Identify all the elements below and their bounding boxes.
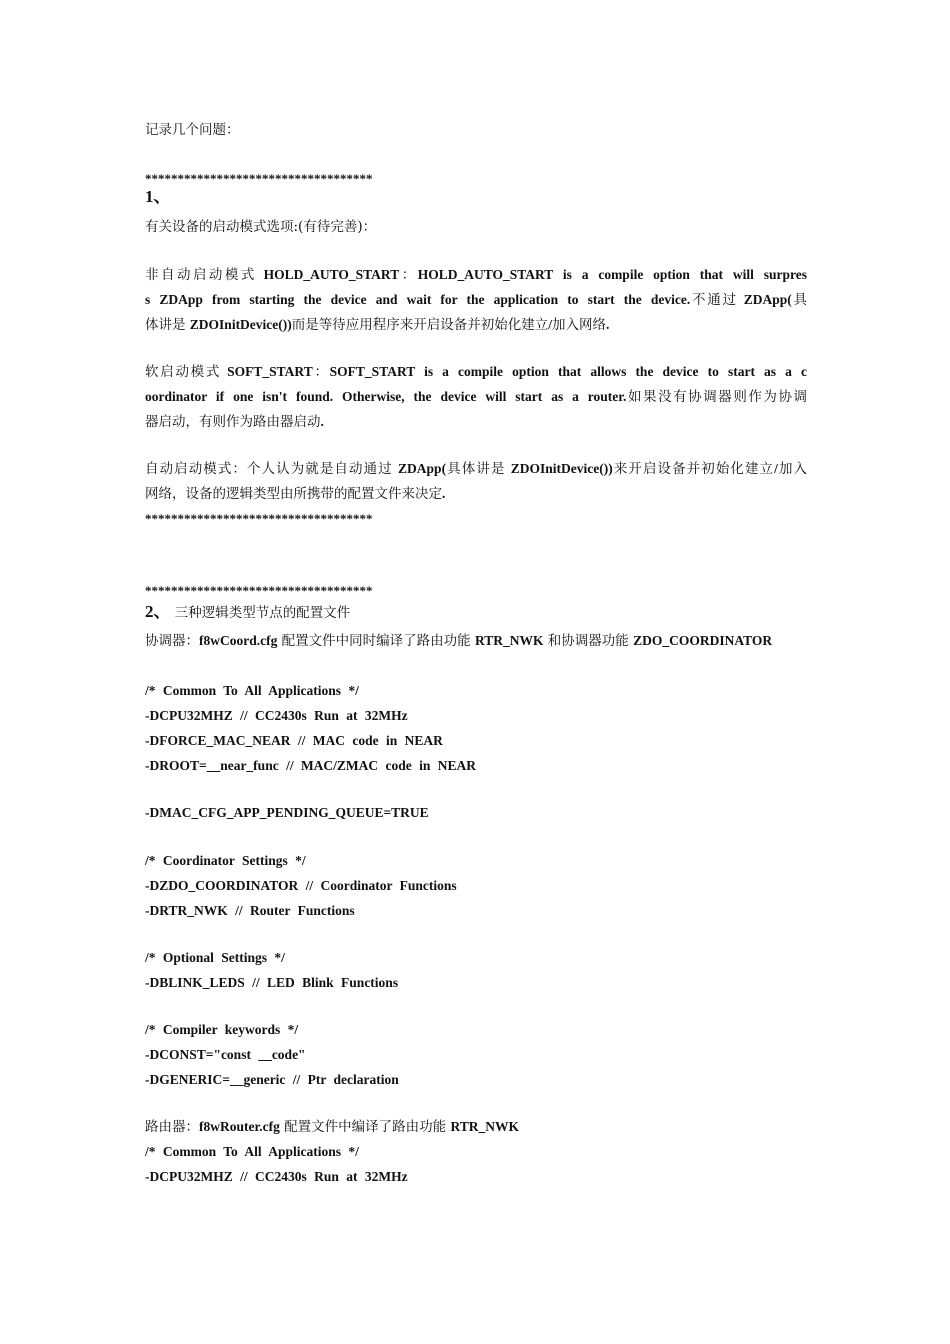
router-d: RTR_NWK — [450, 1119, 519, 1134]
soft-start-line-2 — [145, 388, 807, 406]
code-line: /* Common To All Applications */ — [145, 683, 359, 698]
hold-auto-start-line-2 — [145, 291, 807, 309]
code-line: /* Common To All Applications */ — [145, 1144, 359, 1159]
code-line: /* Optional Settings */ — [145, 950, 285, 965]
code-line: -DCPU32MHZ // CC2430s Run at 32MHz — [145, 1169, 408, 1184]
auto-l2-a: 网络，设备的逻辑类型由所携带的配置文件来决定 — [145, 486, 442, 502]
code-line: -DCPU32MHZ // CC2430s Run at 32MHz — [145, 708, 408, 723]
soft-start-line-3 — [145, 413, 324, 431]
router-a: 路由器： — [145, 1119, 199, 1135]
soft-l3-b: . — [320, 414, 324, 429]
hold-zdapp: ZDApp( — [743, 292, 792, 307]
router-config-line — [145, 1118, 519, 1136]
auto-l1-b: ZDApp( — [398, 461, 447, 476]
section-1-title: 有关设备的启动模式选项:(有待完善)： — [145, 219, 377, 235]
soft-name: SOFT_START — [227, 364, 313, 379]
code-line: -DBLINK_LEDS // LED Blink Functions — [145, 975, 399, 990]
hold-auto-start-line-1 — [145, 266, 807, 284]
separator-stars: *********************************** — [145, 171, 373, 186]
intro-text: 记录几个问题： — [145, 122, 240, 138]
coordinator-config-line — [145, 632, 772, 650]
soft-label: 软启动模式 — [145, 364, 228, 380]
auto-l1-f: / — [774, 461, 778, 476]
auto-start-line-2 — [145, 485, 445, 503]
code-line: -DRTR_NWK // Router Functions — [145, 903, 355, 918]
separator-stars: *********************************** — [145, 583, 373, 598]
code-line: /* Coordinator Settings */ — [145, 853, 306, 868]
auto-start-line-1 — [145, 460, 807, 478]
auto-l1-e: 来开启设备并初始化建立 — [612, 461, 775, 477]
soft-desc-1: SOFT_START is a compile option that allows the device to start as a c — [329, 364, 807, 379]
hold-l3-b: ZDOInitDevice()) — [189, 317, 292, 332]
hold-cn-2: 不通过 — [690, 292, 744, 308]
code-line: -DROOT=__near_func // MAC/ZMAC code in NEAR — [145, 758, 477, 773]
router-c: 配置文件中编译了路由功能 — [279, 1119, 451, 1135]
soft-sep: ： — [312, 364, 330, 380]
hold-desc-2: s ZDApp from starting the device and wait for the application to start the device. — [145, 292, 691, 307]
hold-l3-d: / — [548, 317, 553, 332]
hold-l3-c: 而是等待应用程序来开启设备并初始化建立 — [291, 317, 549, 333]
code-line: -DGENERIC=__generic // Ptr declaration — [145, 1072, 399, 1087]
code-line: -DZDO_COORDINATOR // Coordinator Functions — [145, 878, 457, 893]
hold-label: 非自动启动模式 — [145, 267, 264, 283]
auto-l1-c: 具体讲是 — [446, 461, 511, 477]
soft-l3-a: 器启动，有则作为路由器启动 — [145, 414, 321, 430]
coord-b: f8wCoord.cfg — [199, 633, 278, 648]
separator-stars: *********************************** — [145, 511, 373, 526]
hold-sep: ： — [399, 267, 418, 283]
coord-f: ZDO_COORDINATOR — [633, 633, 773, 648]
code-line: -DMAC_CFG_APP_PENDING_QUEUE=TRUE — [145, 805, 429, 820]
router-b: f8wRouter.cfg — [199, 1119, 280, 1134]
section-2-heading — [145, 603, 350, 622]
hold-tail: 具 — [791, 292, 808, 308]
hold-auto-start-line-3 — [145, 316, 609, 334]
code-line: -DFORCE_MAC_NEAR // MAC code in NEAR — [145, 733, 443, 748]
coord-c: 配置文件中同时编译了路由功能 — [277, 633, 475, 649]
section-1-number: 1、 — [145, 187, 171, 206]
hold-desc-1: HOLD_AUTO_START is a compile option that will surpres — [417, 267, 808, 282]
coord-d: RTR_NWK — [474, 633, 544, 648]
auto-l1-d: ZDOInitDevice()) — [510, 461, 613, 476]
coord-a: 协调器： — [145, 633, 199, 649]
auto-l2-b: . — [442, 486, 446, 501]
auto-l1-a: 自动启动模式：个人认为就是自动通过 — [145, 461, 399, 477]
hold-l3-a: 体讲是 — [145, 317, 190, 333]
code-line: -DCONST="const __code" — [145, 1047, 306, 1062]
code-line: /* Compiler keywords */ — [145, 1022, 299, 1037]
section-2-number: 2、 — [145, 602, 171, 621]
section-2-title: 三种逻辑类型节点的配置文件 — [170, 605, 351, 621]
hold-name: HOLD_AUTO_START — [263, 267, 400, 282]
soft-start-line-1 — [145, 363, 807, 381]
soft-desc-2: oordinator if one isn't found. Otherwise, the device will start as a router. — [145, 389, 627, 404]
hold-l3-f: . — [606, 317, 610, 332]
hold-l3-e: 加入网络 — [552, 317, 607, 333]
coord-e: 和协调器功能 — [543, 633, 634, 649]
soft-cn-2: 如果没有协调器则作为协调 — [626, 389, 808, 405]
auto-l1-g: 加入 — [777, 461, 808, 477]
